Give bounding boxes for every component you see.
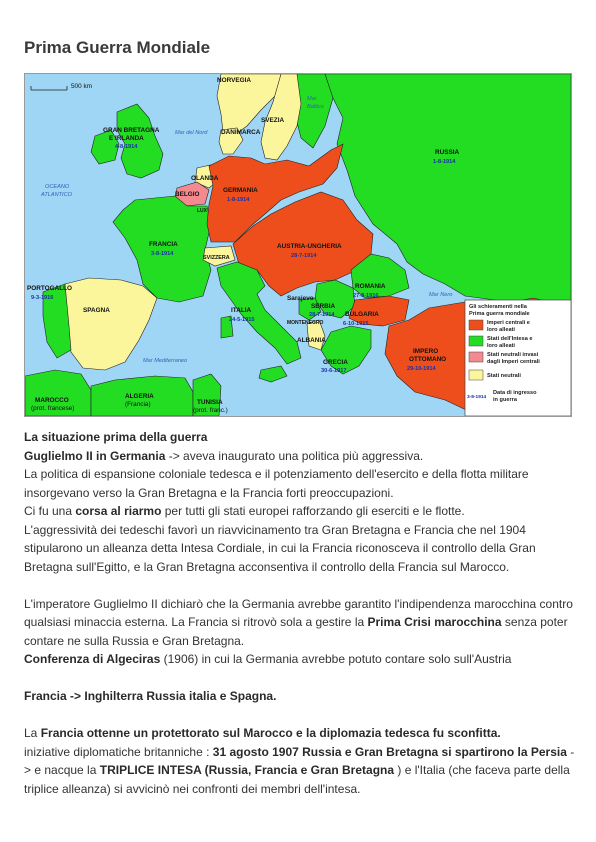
paragraph-crisi-marocchina: L'imperatore Guglielmo II dichiarò che la Germania avrebbe garantito l'indipendenza marocchina contro qualsiasi minaccia esterna. La Francia si ritrovò sola a gestire la Prima Crisi marocchina senza poter contare ne sulla Russia e Gran Bretagna. [24, 596, 573, 648]
sea-black: Mar Nero [429, 292, 453, 298]
label-danimarca: DANIMARCA [221, 129, 261, 136]
label-ottomano-1: IMPERO [413, 348, 439, 355]
date-germania: 1-8-1914 [227, 197, 250, 203]
label-francia: FRANCIA [149, 241, 178, 248]
legend-item-1b: loro alleati [487, 327, 515, 333]
label-tunisia-1: TUNISIA [197, 399, 223, 406]
sea-north: Mar del Nord [175, 130, 208, 136]
legend-swatch-neutrali [469, 370, 483, 380]
paragraph-politica: La politica di espansione coloniale tedesca e il potenziamento dell'esercito e della flotta militare insorgevano verso la Gran Bretagna e la Francia forti preoccupazioni. [24, 467, 529, 500]
paragraph-triplice-intesa: iniziative diplomatiche britanniche : 31 agosto 1907 Russia e Gran Bretagna si spartirono la Persia -> e nacque la TRIPLICE INTESA (Russia, Francia e Gran Bretagna ) e l'Italia (che faceva parte della triplice alleanza) si avvicinò nei confronti dei membri dell'intesa. [24, 744, 575, 796]
legend-item-1a: Imperi centrali e [487, 320, 530, 326]
legend-swatch-central [469, 320, 483, 330]
date-gb: 4-8-1914 [115, 144, 138, 150]
section-heading: La situazione prima della guerra [24, 430, 208, 444]
label-ottomano-2: OTTOMANO [409, 356, 447, 363]
page-title: Prima Guerra Mondiale [24, 38, 211, 57]
date-grecia: 30-6-1917 [321, 368, 347, 374]
date-bulgaria: 6-10-1915 [343, 321, 369, 327]
legend-item-3a: Stati neutrali invasi [487, 352, 539, 358]
sea-baltic-2: Baltico [307, 104, 324, 110]
legend-item-3b: dagli Imperi centrali [487, 359, 540, 365]
date-romania: 27-8-1916 [353, 293, 379, 299]
legend-date-label-2: in guerra [493, 397, 517, 403]
label-italia: ITALIA [231, 307, 252, 314]
paragraph-intesa-cordiale: L'aggressività dei tedeschi favorì un riavvicinamento tra Gran Bretagna e Francia che nel 1904 stipularono un alleanza detta Intesa Cordiale, in cui la Francia riconosceva il controllo della Gran Bretagna sull'Egitto, e la Gran Bretagna acconsentiva il controllo della Francia sul Marocco. [24, 522, 536, 574]
date-italia: 24-5-1915 [229, 317, 255, 323]
paragraph-algeciras: Conferenza di Algeciras (1906) in cui la Germania avrebbe potuto contare solo sull'Austria [24, 652, 512, 666]
label-russia: RUSSIA [435, 149, 460, 156]
legend-item-4a: Stati neutrali [487, 373, 521, 379]
label-portogallo: PORTOGALLO [27, 285, 72, 292]
legend-title-1: Gli schieramenti nella [469, 304, 527, 310]
legend-date-sample: 3-8-1914 [467, 395, 487, 400]
sea-med: Mar Mediterraneo [143, 358, 188, 364]
label-belgio: BELGIO [175, 191, 200, 198]
paragraph-riarmo: Ci fu una corsa al riarmo per tutti gli stati europei rafforzando gli eserciti e le flotte. [24, 504, 465, 518]
legend-swatch-invasi [469, 352, 483, 362]
article-body [24, 428, 576, 798]
sea-baltic-1: Mar [307, 96, 317, 102]
date-russia: 1-8-1914 [433, 159, 456, 165]
label-olanda: OLANDA [191, 175, 219, 182]
scale-label: 500 km [71, 83, 92, 90]
label-norvegia: NORVEGIA [217, 77, 251, 84]
legend-item-2b: loro alleati [487, 343, 515, 349]
label-albania: ALBANIA [297, 337, 326, 344]
label-marocco-2: (prot. francese) [31, 405, 75, 412]
label-grecia: GRECIA [323, 359, 348, 366]
map-graphic [25, 74, 571, 416]
europe-war-map [24, 73, 572, 417]
label-gb-2: E IRLANDA [109, 135, 144, 142]
label-austria: AUSTRIA-UNGHERIA [277, 243, 342, 250]
legend-date-label-1: Data di ingresso [493, 390, 537, 396]
label-svizzera: SVIZZERA [203, 255, 230, 261]
date-serbia: 28-7-1914 [309, 312, 335, 318]
label-tunisia-2: (prot. franc.) [193, 407, 228, 414]
label-romania: ROMANIA [355, 283, 386, 290]
sea-atlantic-1: OCEANO [45, 184, 70, 190]
date-portogallo: 9-3-1916 [31, 295, 54, 301]
label-algeria-1: ALGERIA [125, 393, 154, 400]
legend-swatch-intesa [469, 336, 483, 346]
sea-atlantic-2: ATLANTICO [41, 192, 72, 198]
label-gb-1: GRAN BRETAGNA [103, 127, 160, 134]
paragraph-alleanze: Francia -> Inghilterra Russia italia e Spagna. [24, 689, 277, 703]
label-montenegro: MONTENEGRO [287, 320, 324, 326]
paragraph-protettorato: La Francia ottenne un protettorato sul Marocco e la diplomazia tedesca fu sconfitta. [24, 726, 501, 740]
date-ottomano: 29-10-1914 [407, 366, 436, 372]
label-sarajevo: Sarajevo [287, 295, 314, 302]
date-francia: 3-8-1914 [151, 251, 174, 257]
label-svezia: SVEZIA [261, 117, 285, 124]
legend-item-2a: Stati dell'Intesa e [487, 336, 533, 342]
label-lux: LUX [197, 208, 207, 214]
map-legend [465, 300, 571, 416]
legend-title-2: Prima guerra mondiale [469, 311, 530, 317]
label-algeria-2: (Francia) [125, 401, 151, 408]
paragraph-guglielmo: Guglielmo II in Germania -> aveva inaugurato una politica più aggressiva. [24, 448, 424, 463]
label-serbia: SERBIA [311, 303, 336, 310]
label-germania: GERMANIA [223, 187, 258, 194]
label-spagna: SPAGNA [83, 307, 110, 314]
label-marocco-1: MAROCCO [35, 397, 69, 404]
label-bulgaria: BULGARIA [345, 311, 379, 318]
date-austria: 28-7-1914 [291, 253, 317, 259]
